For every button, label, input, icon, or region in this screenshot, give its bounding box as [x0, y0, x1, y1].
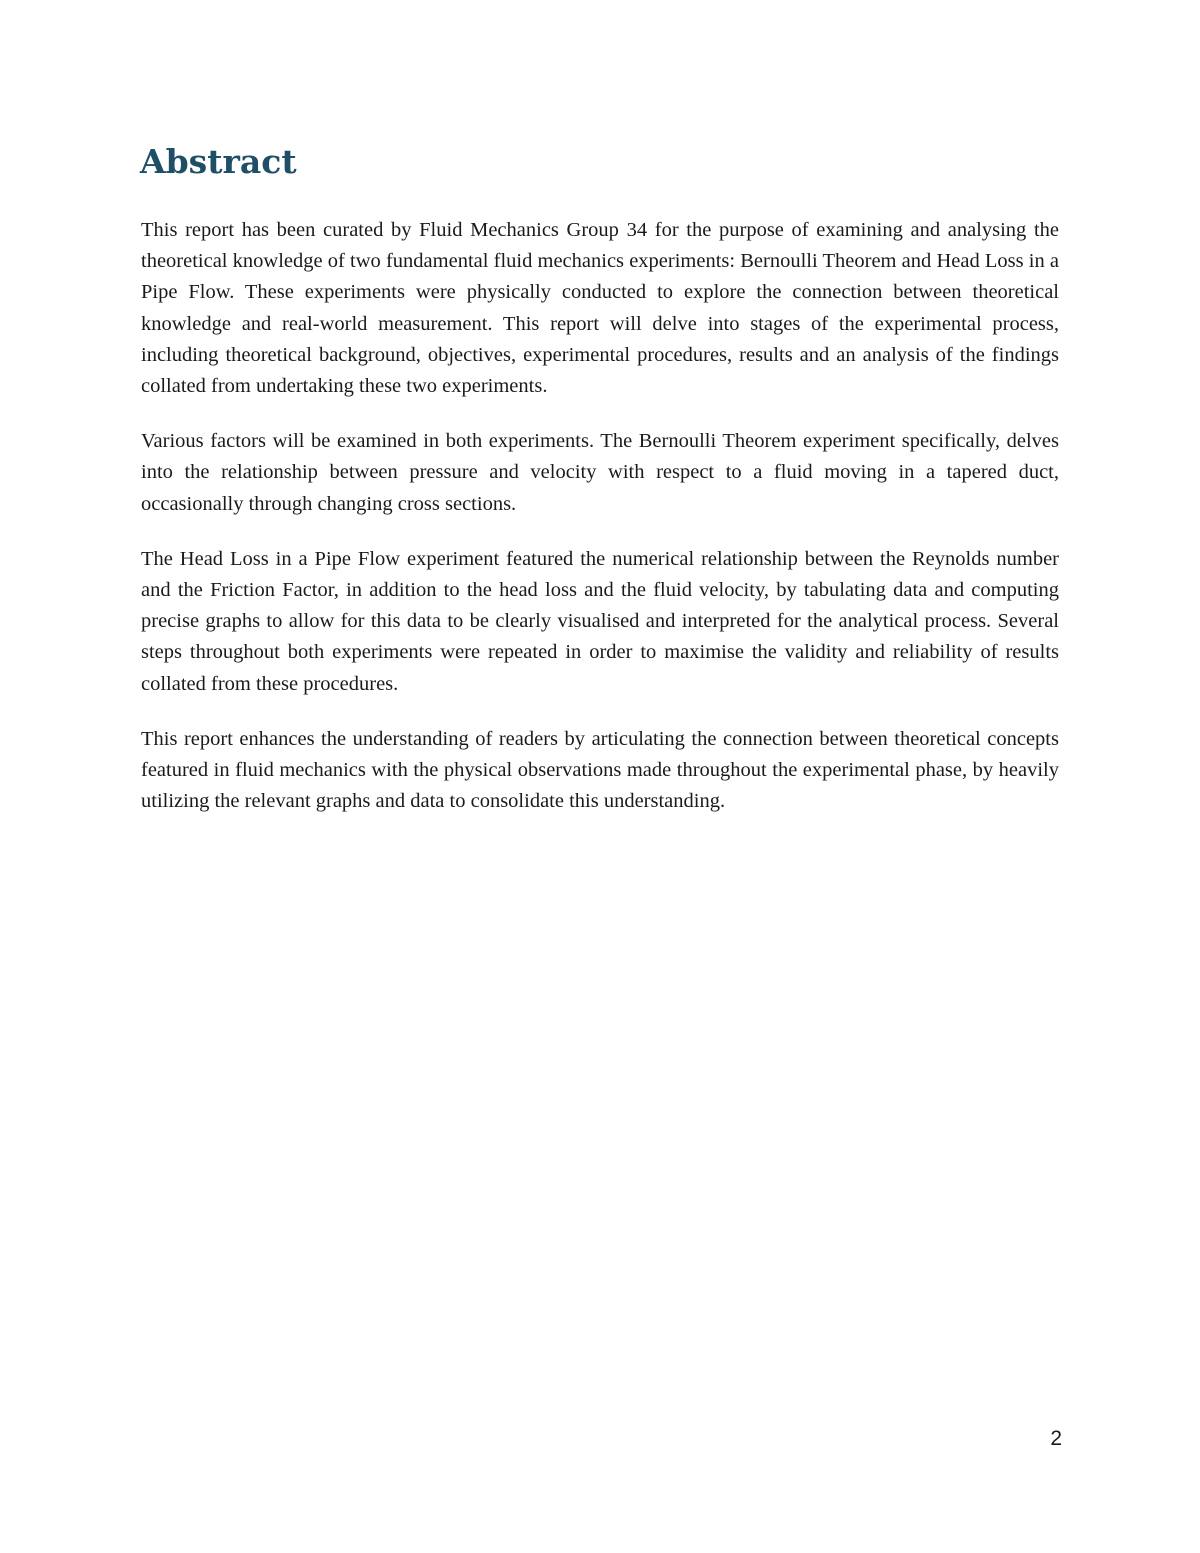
page-number: 2: [1050, 1427, 1062, 1450]
section-heading: Abstract: [140, 142, 297, 181]
abstract-paragraph-2: Various factors will be examined in both experiments. The Bernoulli Theorem experiment specifically, delves into the relationship between pressure and velocity with respect to a fluid moving in a tapered duct, occasionally through changing cross sections.: [141, 430, 1059, 515]
abstract-paragraph-4: This report enhances the understanding of readers by articulating the connection between theoretical concepts featured in fluid mechanics with the physical observations made throughout the experimental phase, by heavily utilizing the relevant graphs and data to consolidate this understanding.: [141, 727, 1059, 813]
abstract-paragraph-3: The Head Loss in a Pipe Flow experiment featured the numerical relationship between the Reynolds number and the Friction Factor, in addition to the head loss and the fluid velocity, by tabulating data and computing precise graphs to allow for this data to be clearly visualised and interpreted for the analytical process. Several steps throughout both experiments were repeated in order to maximise the validity and reliability of results collated from these procedures.: [141, 547, 1059, 695]
abstract-body: [141, 215, 1059, 841]
abstract-paragraph-1: This report has been curated by Fluid Mechanics Group 34 for the purpose of examining and analysing the theoretical knowledge of two fundamental fluid mechanics experiments: Bernoulli Theorem and Head Loss in a Pipe Flow. These experiments were physically conducted to explore the connection between theoretical knowledge and real-world measurement. This report will delve into stages of the experimental process, including theoretical background, objectives, experimental procedures, results and an analysis of the findings collated from undertaking these two experiments.: [141, 219, 1059, 398]
